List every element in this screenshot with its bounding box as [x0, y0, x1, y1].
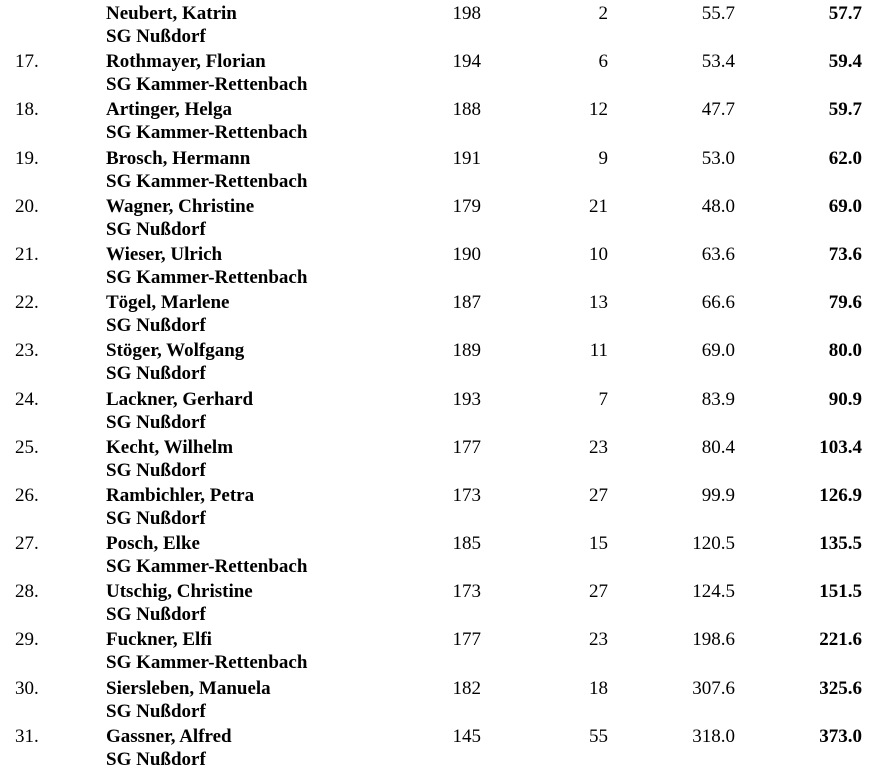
club-name: SG Nußdorf — [106, 363, 206, 385]
competitor-name: Siersleben, Manuela — [106, 677, 271, 699]
competitor-name: Lackner, Gerhard — [106, 388, 254, 410]
club-name: SG Kammer-Rettenbach — [106, 122, 308, 144]
value-cell-1: 190 — [452, 243, 481, 265]
total-value-cell: 135.5 — [819, 533, 862, 555]
competitor-name: Wieser, Ulrich — [106, 243, 223, 265]
competitor-cell — [106, 195, 361, 243]
competitor-cell — [106, 339, 361, 387]
table-row — [0, 50, 872, 98]
value-cell-1: 177 — [452, 629, 481, 651]
total-value-cell: 221.6 — [819, 629, 862, 651]
value-cell-2: 23 — [589, 629, 608, 651]
value-cell-2: 27 — [589, 581, 608, 603]
total-value-cell: 325.6 — [819, 677, 862, 699]
total-value-cell: 90.9 — [828, 388, 862, 410]
total-value-cell: 151.5 — [819, 581, 862, 603]
competitor-name: Artinger, Helga — [106, 99, 232, 121]
value-cell-3: 80.4 — [701, 436, 735, 458]
value-cell-1: 179 — [452, 195, 481, 217]
club-name: SG Kammer-Rettenbach — [106, 266, 308, 288]
total-value-cell: 126.9 — [819, 484, 862, 506]
value-cell-1: 182 — [452, 677, 481, 699]
value-cell-1: 177 — [452, 436, 481, 458]
table-row — [0, 388, 872, 436]
value-cell-2: 55 — [589, 725, 608, 747]
competitor-name: Brosch, Hermann — [106, 147, 251, 169]
value-cell-2: 13 — [589, 292, 608, 314]
competitor-cell — [106, 147, 361, 195]
value-cell-2: 18 — [589, 677, 608, 699]
value-cell-3: 124.5 — [692, 581, 735, 603]
table-row — [0, 677, 872, 725]
value-cell-2: 9 — [598, 147, 608, 169]
competitor-name: Rothmayer, Florian — [106, 51, 266, 73]
rank-number: 24. — [15, 388, 39, 410]
club-name: SG Nußdorf — [106, 26, 206, 47]
total-value-cell: 59.4 — [828, 51, 862, 73]
value-cell-2: 11 — [589, 340, 608, 362]
competitor-name: Rambichler, Petra — [106, 484, 255, 506]
value-cell-3: 120.5 — [692, 533, 735, 555]
total-value-cell: 69.0 — [828, 195, 862, 217]
value-cell-3: 318.0 — [692, 725, 735, 747]
value-cell-2: 27 — [589, 484, 608, 506]
competitor-name: Stöger, Wolfgang — [106, 340, 245, 362]
total-value-cell: 73.6 — [828, 243, 862, 265]
rank-number: 23. — [15, 340, 39, 362]
rank-number: 30. — [15, 677, 39, 699]
total-value-cell: 103.4 — [819, 436, 862, 458]
rank-number: 28. — [15, 581, 39, 603]
competitor-name: Gassner, Alfred — [106, 725, 232, 747]
competitor-name: Kecht, Wilhelm — [106, 436, 234, 458]
value-cell-1: 194 — [452, 51, 481, 73]
value-cell-3: 47.7 — [701, 99, 735, 121]
table-row — [0, 436, 872, 484]
total-value-cell: 62.0 — [828, 147, 862, 169]
table-row — [0, 291, 872, 339]
competitor-cell — [106, 98, 361, 146]
rank-number: 22. — [15, 292, 39, 314]
value-cell-2: 15 — [589, 533, 608, 555]
rank-number: 27. — [15, 533, 39, 555]
rank-number: 21. — [15, 243, 39, 265]
competitor-name: Posch, Elke — [106, 533, 200, 555]
rank-number: 18. — [15, 99, 39, 121]
club-name: SG Nußdorf — [106, 748, 206, 770]
value-cell-3: 69.0 — [701, 340, 735, 362]
value-cell-3: 99.9 — [701, 484, 735, 506]
value-cell-3: 307.6 — [692, 677, 735, 699]
value-cell-2: 2 — [598, 3, 608, 24]
value-cell-1: 187 — [452, 292, 481, 314]
rank-number — [15, 2, 106, 50]
table-row — [0, 339, 872, 387]
competitor-cell — [106, 291, 361, 339]
total-value-cell: 59.7 — [828, 99, 862, 121]
value-cell-3: 53.4 — [701, 51, 735, 73]
value-cell-1: 173 — [452, 581, 481, 603]
value-cell-1: 193 — [452, 388, 481, 410]
competitor-cell — [106, 50, 361, 98]
competitor-cell — [106, 243, 361, 291]
value-cell-3: 63.6 — [701, 243, 735, 265]
value-cell-1: 185 — [452, 533, 481, 555]
table-row — [0, 147, 872, 195]
competitor-name: Utschig, Christine — [106, 581, 253, 603]
club-name: SG Nußdorf — [106, 459, 206, 481]
club-name: SG Nußdorf — [106, 700, 206, 722]
rank-number: 29. — [15, 629, 39, 651]
value-cell-3: 53.0 — [701, 147, 735, 169]
club-name: SG Kammer-Rettenbach — [106, 556, 308, 578]
competitor-cell — [106, 532, 361, 580]
competitor-name: Tögel, Marlene — [106, 292, 230, 314]
competitor-name: Fuckner, Elfi — [106, 629, 212, 651]
table-row — [0, 628, 872, 676]
rank-number: 26. — [15, 484, 39, 506]
club-name: SG Nußdorf — [106, 411, 206, 433]
value-cell-2: 23 — [589, 436, 608, 458]
competitor-cell — [106, 677, 361, 725]
value-cell-1: 145 — [452, 725, 481, 747]
value-cell-3: 198.6 — [692, 629, 735, 651]
competitor-cell — [106, 388, 361, 436]
value-cell-1: 188 — [452, 99, 481, 121]
total-value-cell: 57.7 — [828, 3, 862, 24]
rank-number: 17. — [15, 51, 39, 73]
value-cell-3: 66.6 — [701, 292, 735, 314]
value-cell-3: 55.7 — [701, 3, 735, 24]
value-cell-3: 48.0 — [701, 195, 735, 217]
value-cell-2: 12 — [589, 99, 608, 121]
value-cell-1: 189 — [452, 340, 481, 362]
value-cell-3: 83.9 — [701, 388, 735, 410]
total-value-cell: 80.0 — [828, 340, 862, 362]
table-row — [0, 725, 872, 773]
value-cell-1: 198 — [452, 3, 481, 24]
competitor-cell — [106, 725, 361, 773]
value-cell-2: 10 — [589, 243, 608, 265]
club-name: SG Nußdorf — [106, 218, 206, 240]
competitor-cell — [106, 580, 361, 628]
total-value-cell: 373.0 — [819, 725, 862, 747]
rank-number: 25. — [15, 436, 39, 458]
competitor-cell — [106, 2, 361, 50]
club-name: SG Nußdorf — [106, 507, 206, 529]
table-row — [0, 484, 872, 532]
table-row — [0, 98, 872, 146]
rank-number: 19. — [15, 147, 39, 169]
table-row — [0, 195, 872, 243]
rank-number: 20. — [15, 195, 39, 217]
table-row — [0, 243, 872, 291]
table-row — [0, 580, 872, 628]
value-cell-1: 173 — [452, 484, 481, 506]
competitor-name: Wagner, Christine — [106, 195, 255, 217]
rank-number: 31. — [15, 725, 39, 747]
competitor-cell — [106, 628, 361, 676]
value-cell-1: 191 — [452, 147, 481, 169]
club-name: SG Kammer-Rettenbach — [106, 74, 308, 96]
total-value-cell: 79.6 — [828, 292, 862, 314]
club-name: SG Nußdorf — [106, 604, 206, 626]
club-name: SG Nußdorf — [106, 315, 206, 337]
competitor-cell — [106, 484, 361, 532]
table-row — [0, 532, 872, 580]
value-cell-2: 6 — [598, 51, 608, 73]
club-name: SG Kammer-Rettenbach — [106, 652, 308, 674]
competitor-name: Neubert, Katrin — [106, 3, 237, 24]
value-cell-2: 21 — [589, 195, 608, 217]
club-name: SG Kammer-Rettenbach — [106, 170, 308, 192]
competitor-cell — [106, 436, 361, 484]
value-cell-2: 7 — [598, 388, 608, 410]
table-row — [0, 2, 872, 50]
